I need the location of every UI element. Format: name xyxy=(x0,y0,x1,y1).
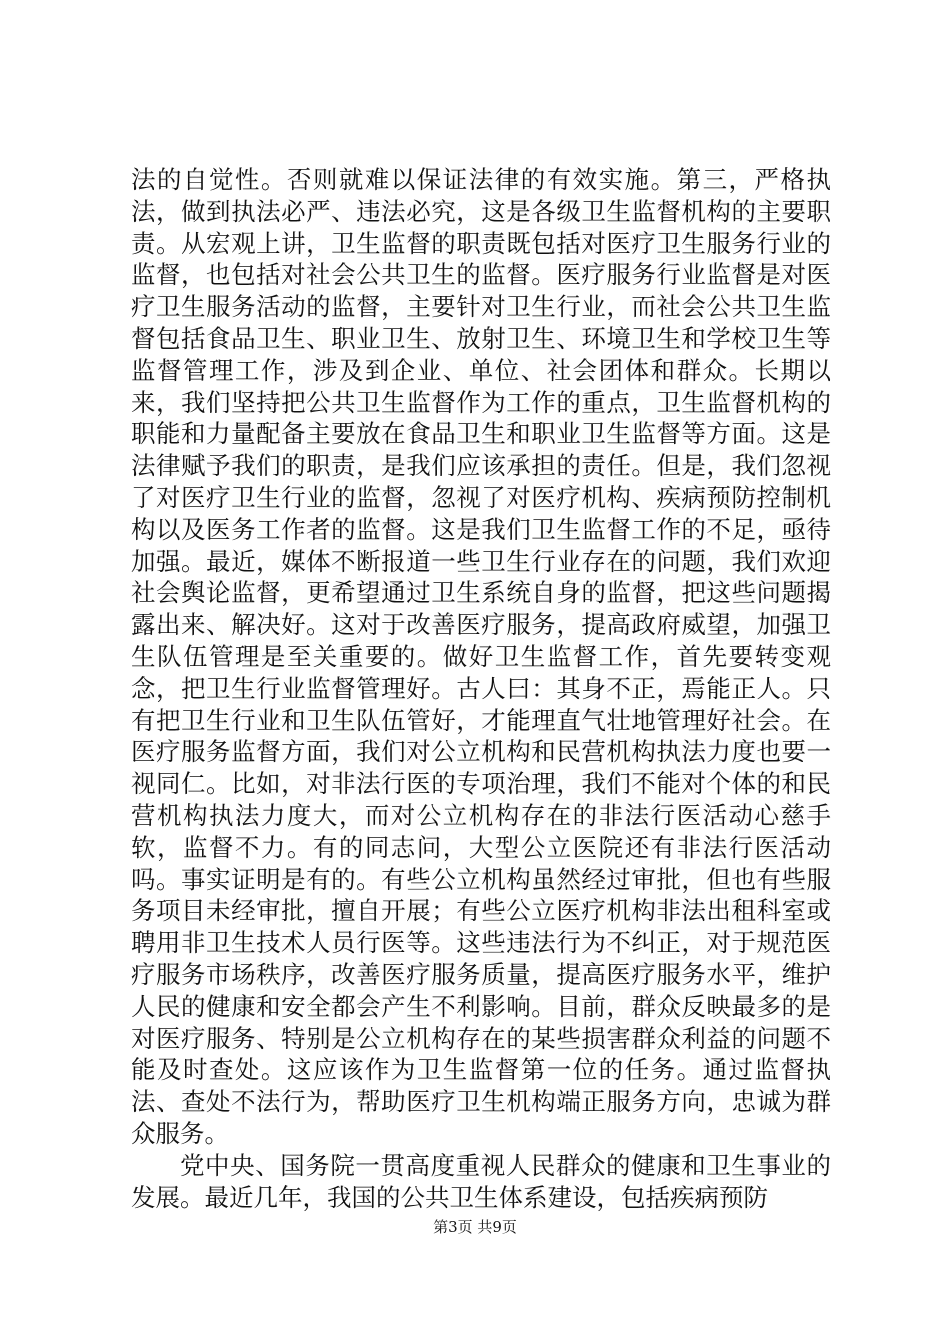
body-text xyxy=(131,164,831,1213)
paragraph: 党中央、国务院一贯高度重视人民群众的健康和卫生事业的发展。最近几年，我国的公共卫生体系建设，包括疾病预防 xyxy=(131,1150,831,1212)
paragraph: 法的自觉性。否则就难以保证法律的有效实施。第三，严格执法，做到执法必严、违法必究，这是各级卫生监督机构的主要职责。从宏观上讲，卫生监督的职责既包括对医疗卫生服务行业的监督，也包括对社会公共卫生的监督。医疗服务行业监督是对医疗卫生服务活动的监督，主要针对卫生行业，而社会公共卫生监督包括食品卫生、职业卫生、放射卫生、环境卫生和学校卫生等监督管理工作，涉及到企业、单位、社会团体和群众。长期以来，我们坚持把公共卫生监督作为工作的重点，卫生监督机构的职能和力量配备主要放在食品卫生和职业卫生监督等方面。这是法律赋予我们的职责，是我们应该承担的责任。但是，我们忽视了对医疗卫生行业的监督，忽视了对医疗机构、疾病预防控制机构以及医务工作者的监督。这是我们卫生监督工作的不足，亟待加强。最近，媒体不断报道一些卫生行业存在的问题，我们欢迎社会舆论监督，更希望通过卫生系统自身的监督，把这些问题揭露出来、解决好。这对于改善医疗服务，提高政府威望，加强卫生队伍管理是至关重要的。做好卫生监督工作，首先要转变观念，把卫生行业监督管理好。古人曰：其身不正，焉能正人。只有把卫生行业和卫生队伍管好，才能理直气壮地管理好社会。在医疗服务监督方面，我们对公立机构和民营机构执法力度也要一视同仁。比如，对非法行医的专项治理，我们不能对个体的和民营机构执法力度大，而对公立机构存在的非法行医活动心慈手软，监督不力。有的同志问，大型公立医院还有非法行医活动吗。事实证明是有的。有些公立机构虽然经过审批，但也有些服务项目未经审批，擅自开展；有些公立医疗机构非法出租科室或聘用非卫生技术人员行医等。这些违法行为不纠正，对于规范医疗服务市场秩序，改善医疗服务质量，提高医疗服务水平，维护人民的健康和安全都会产生不利影响。目前，群众反映最多的是对医疗服务、特别是公立机构存在的某些损害群众利益的问题不能及时查处。这应该作为卫生监督第一位的任务。通过监督执法、查处不法行为，帮助医疗卫生机构端正服务方向，忠诚为群众服务。 xyxy=(131,165,831,1148)
page-number-footer: 第3页 共9页 xyxy=(433,1218,517,1236)
